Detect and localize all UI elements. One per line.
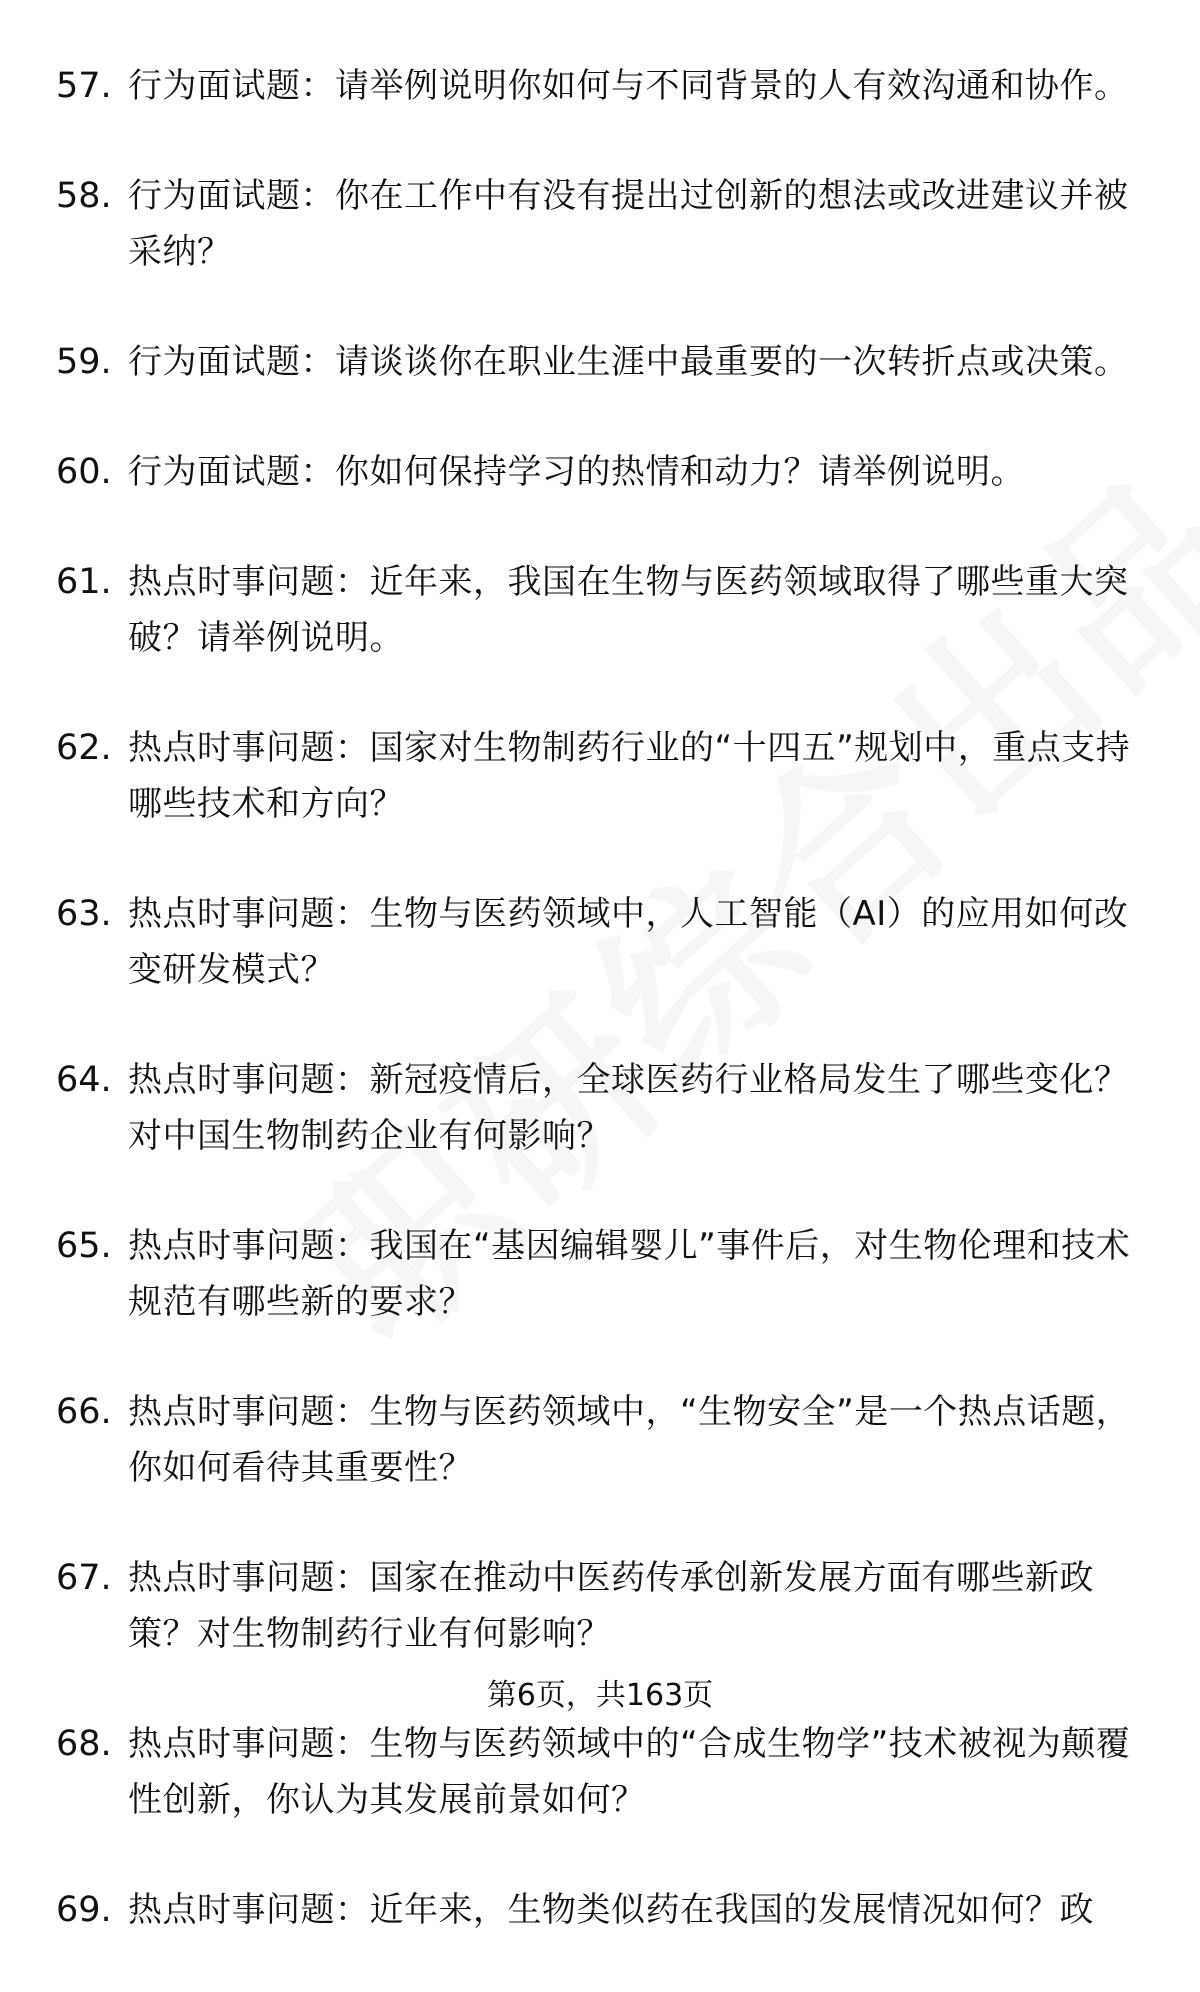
question-text: 行为面试题：请谈谈你在职业生涯中最重要的一次转折点或决策。 bbox=[128, 342, 1129, 382]
question-number: 61. bbox=[56, 562, 112, 602]
question-number: 67. bbox=[56, 1558, 112, 1598]
question-text: 热点时事问题：近年来，生物类似药在我国的发展情况如何？政 bbox=[128, 1890, 1094, 1930]
list-item bbox=[0, 168, 1200, 280]
question-text: 行为面试题：你在工作中有没有提出过创新的想法或改进建议并被采纳？ bbox=[128, 176, 1129, 272]
list-item bbox=[0, 1218, 1200, 1330]
page-footer bbox=[0, 1674, 1200, 1718]
question-text: 热点时事问题：生物与医药领域中，人工智能（AI）的应用如何改变研发模式？ bbox=[128, 894, 1129, 990]
question-number: 66. bbox=[56, 1392, 112, 1432]
list-item bbox=[0, 886, 1200, 998]
question-text: 行为面试题：请举例说明你如何与不同背景的人有效沟通和协作。 bbox=[128, 66, 1129, 106]
list-item bbox=[0, 1052, 1200, 1164]
list-item bbox=[0, 1716, 1200, 1828]
question-text: 热点时事问题：新冠疫情后，全球医药行业格局发生了哪些变化？对中国生物制药企业有何影响？ bbox=[128, 1060, 1129, 1156]
question-number: 62. bbox=[56, 728, 112, 768]
question-number: 60. bbox=[56, 452, 112, 492]
question-text: 热点时事问题：国家在推动中医药传承创新发展方面有哪些新政策？对生物制药行业有何影响？ bbox=[128, 1558, 1094, 1654]
list-item bbox=[0, 58, 1200, 114]
question-number: 68. bbox=[56, 1724, 112, 1764]
question-text: 热点时事问题：我国在“基因编辑婴儿”事件后，对生物伦理和技术规范有哪些新的要求？ bbox=[128, 1226, 1131, 1322]
question-number: 58. bbox=[56, 176, 112, 216]
page-number-label: 第6页，共163页 bbox=[486, 1678, 714, 1713]
question-number: 57. bbox=[56, 66, 112, 106]
question-number: 65. bbox=[56, 1226, 112, 1266]
list-item bbox=[0, 554, 1200, 666]
question-number: 59. bbox=[56, 342, 112, 382]
question-number: 63. bbox=[56, 894, 112, 934]
list-item bbox=[0, 720, 1200, 832]
list-item bbox=[0, 444, 1200, 500]
list-item bbox=[0, 334, 1200, 390]
list-item bbox=[0, 1550, 1200, 1662]
list-item bbox=[0, 1384, 1200, 1496]
question-number: 64. bbox=[56, 1060, 112, 1100]
list-item bbox=[0, 1882, 1200, 1938]
question-text: 热点时事问题：生物与医药领域中，“生物安全”是一个热点话题，你如何看待其重要性？ bbox=[128, 1392, 1131, 1488]
question-text: 行为面试题：你如何保持学习的热情和动力？请举例说明。 bbox=[128, 452, 1025, 492]
question-text: 热点时事问题：生物与医药领域中的“合成生物学”技术被视为颠覆性创新，你认为其发展前景如何？ bbox=[128, 1724, 1131, 1820]
question-text: 热点时事问题：国家对生物制药行业的“十四五”规划中，重点支持哪些技术和方向？ bbox=[128, 728, 1131, 824]
question-number: 69. bbox=[56, 1890, 112, 1930]
question-text: 热点时事问题：近年来，我国在生物与医药领域取得了哪些重大突破？请举例说明。 bbox=[128, 562, 1129, 658]
